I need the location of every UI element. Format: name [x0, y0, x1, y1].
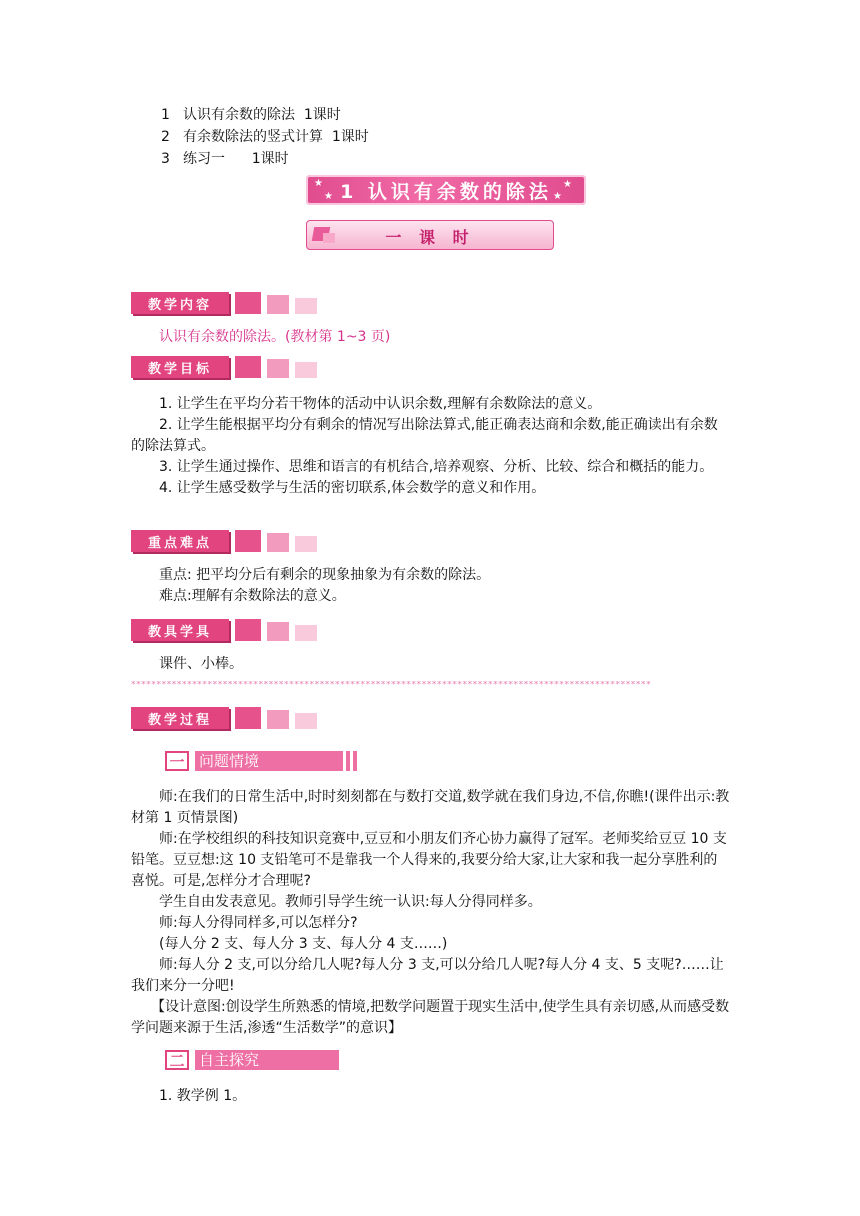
paragraph: 师:在我们的日常生活中,时时刻刻都在与数打交道,数学就在我们身边,不信,你瞧!(课件出示:教材第 1 页情景图)	[131, 789, 730, 826]
key-point: 重点: 把平均分后有剩余的现象抽象为有余数的除法。	[159, 567, 491, 583]
part-header-1: 一 问题情境	[165, 751, 365, 773]
star-divider: ******************************************************************************************************	[131, 681, 652, 689]
paragraph: 师:每人分 2 支,可以分给几人呢?每人分 3 支,可以分给几人呢?每人分 4 支、5 支呢?……让我们来分一分吧!	[131, 957, 724, 994]
goal-item: 1. 让学生在平均分若干物体的活动中认识余数,理解有余数除法的意义。	[159, 396, 602, 412]
paragraph: 师:每人分得同样多,可以怎样分?	[159, 915, 358, 931]
difficult-point: 难点:理解有余数除法的意义。	[159, 588, 346, 604]
paragraph: 师:在学校组织的科技知识竞赛中,豆豆和小朋友们齐心协力赢得了冠军。老师奖给豆豆 10 支铅笔。豆豆想:这 10 支铅笔可不是靠我一个人得来的,我要分给大家,让大家和我一起分享胜利的喜悦。可是,怎样分才合理呢?	[131, 831, 727, 889]
toc-line-1: 1 认识有余数的除法 1课时	[161, 107, 341, 123]
paragraph: 1. 教学例 1。	[159, 1088, 247, 1104]
part2-body	[131, 1086, 731, 1107]
goal-item: 2. 让学生能根据平均分有剩余的情况写出除法算式,能正确表达商和余数,能正确读出有余数的除法算式。	[131, 417, 718, 454]
star-icon: ★	[563, 179, 576, 190]
star-icon: ★	[324, 191, 337, 202]
lesson-title-banner	[306, 175, 586, 205]
keypoints-text	[131, 565, 731, 607]
content-text: 认识有余数的除法。(教材第 1~3 页)	[159, 329, 391, 345]
part-header-2: 二 自主探究	[165, 1050, 365, 1072]
tools-text: 课件、小棒。	[159, 656, 243, 672]
toc-line-2: 2 有余数除法的竖式计算 1课时	[161, 129, 369, 145]
design-note: 【设计意图:创设学生所熟悉的情境,把数学问题置于现实生活中,使学生具有亲切感,从而感受数学问题来源于生活,渗透“生活数学”的意识】	[131, 999, 730, 1036]
star-icon: ★	[314, 178, 327, 189]
lesson-title: 1 认识有余数的除法	[340, 180, 552, 203]
lesson-period-banner	[306, 220, 554, 250]
goal-item: 4. 让学生感受数学与生活的密切联系,体会数学的意义和作用。	[159, 480, 546, 496]
paragraph: 学生自由发表意见。教师引导学生统一认识:每人分得同样多。	[159, 894, 542, 910]
goal-item: 3. 让学生通过操作、思维和语言的有机结合,培养观察、分析、比较、综合和概括的能力。	[159, 459, 714, 475]
goals-list	[131, 394, 731, 499]
paragraph: (每人分 2 支、每人分 3 支、每人分 4 支……)	[159, 936, 448, 952]
part1-body	[131, 787, 731, 1039]
lesson-period: 一 课 时	[385, 228, 475, 247]
toc-line-3: 3 练习一 1课时	[161, 151, 289, 167]
star-icon: ★	[553, 191, 566, 202]
